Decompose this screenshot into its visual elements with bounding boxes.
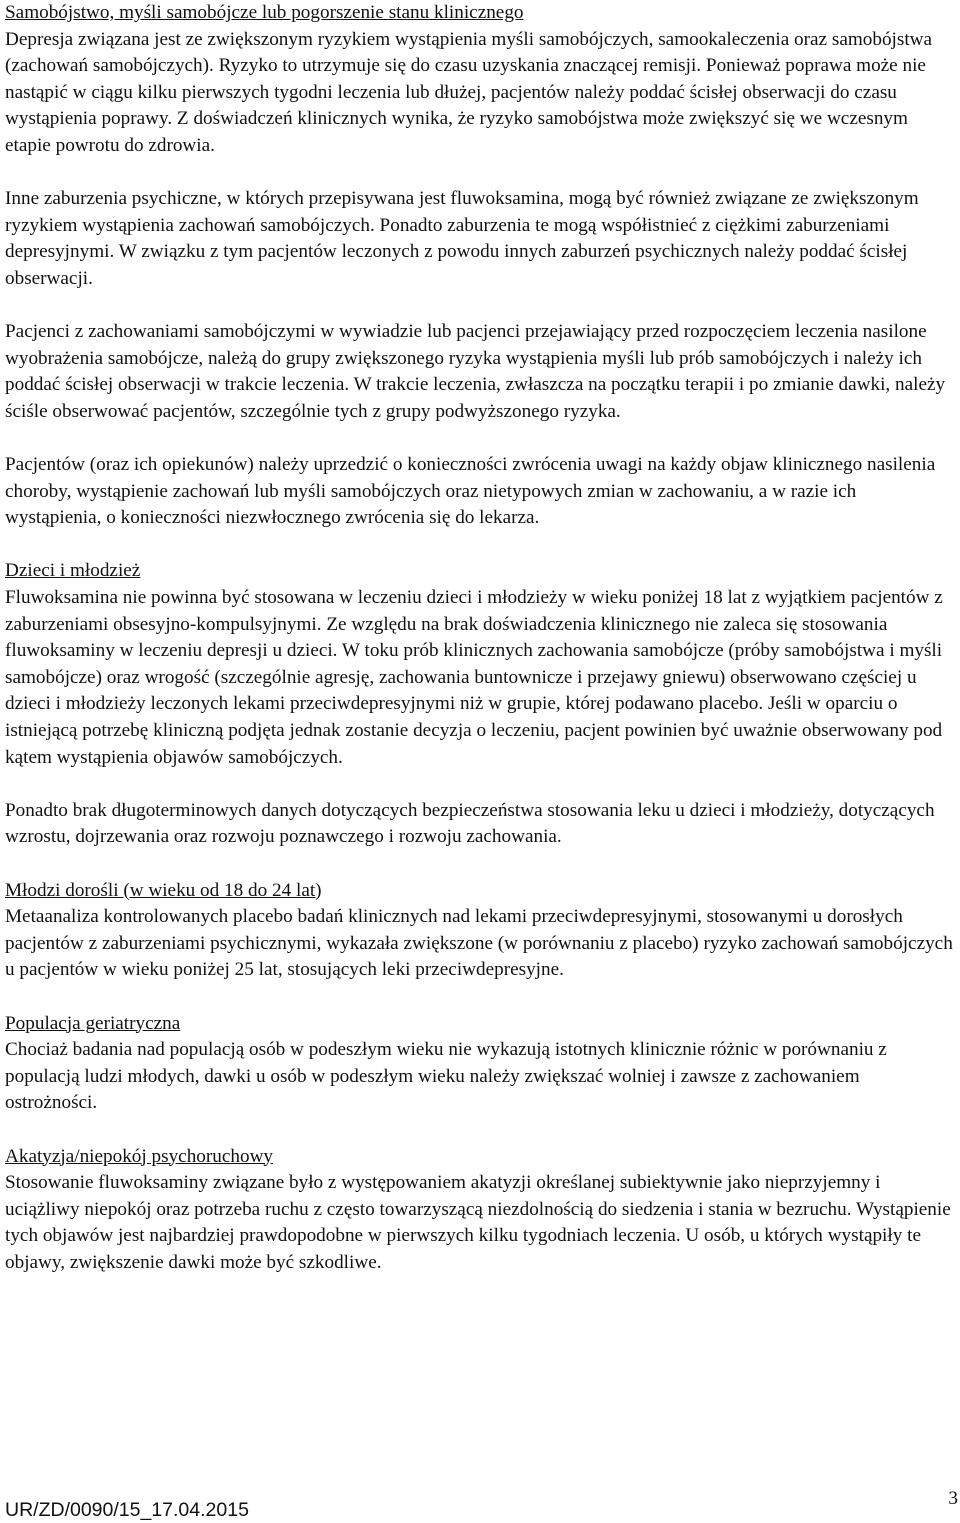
section-heading: Akatyzja/niepokój psychoruchowy — [5, 1145, 274, 1167]
section-heading: Samobójstwo, myśli samobójcze lub pogorszenie stanu klinicznego — [5, 2, 524, 23]
section-akathisia — [5, 1144, 953, 1277]
paragraph: Fluwoksamina nie powinna być stosowana w leczeniu dzieci i młodzieży w wieku poniżej 18 lat z wyjątkiem pacjentów z zaburzeniami obsesyjno-kompulsyjnymi. Ze względu na brak doświadczenia klinicznego nie zaleca się stosowania fluwoksaminy w leczeniu depresji u dzieci. W toku prób klinicznych zachowania samobójcze (próby samobójstwa i myśli samobójcze) oraz wrogość (szczególnie agresję, zachowania buntownicze i przejawy gniewu) obserwowano częściej u dzieci i młodzieży leczonych lekami przeciwdepresyjnymi niż w grupie, której podawano placebo. Jeśli w oparciu o istniejącą potrzebę kliniczną podjęta jednak zostanie decyzja o leczeniu, pacjent powinien być uważnie obserwowany pod kątem wystąpienia objawów samobójczych. — [5, 587, 943, 768]
section-heading: Młodzi dorośli (w wieku od 18 do 24 lat) — [5, 879, 322, 901]
section-heading: Populacja geriatryczna — [5, 1012, 181, 1034]
paragraph: Chociaż badania nad populacją osób w podeszłym wieku nie wykazują istotnych klinicznie różnic w porównaniu z populacją ludzi młodych, dawki u osób w podeszłym wieku należy zwiększać wolniej i zawsze z zachowaniem ostrożności. — [5, 1039, 887, 1114]
document-page — [5, 0, 953, 1277]
paragraph: Metaanaliza kontrolowanych placebo badań klinicznych nad lekami przeciwdepresyjnymi, stosowanymi u dorosłych pacjentów z zaburzeniami psychicznymi, wykazała zwiększone (w porównaniu z placebo) ryzyko zachowań samobójczych u pacjentów w wieku poniżej 25 lat, stosujących leki przeciwdepresyjne. — [5, 906, 953, 981]
section-children — [5, 558, 953, 851]
section-heading: Dzieci i młodzież — [5, 560, 141, 582]
page-number: 3 — [948, 1488, 958, 1509]
section-geriatric — [5, 1011, 953, 1117]
paragraph: Inne zaburzenia psychiczne, w których przepisywana jest fluwoksamina, mogą być również związane ze zwiększonym ryzykiem wystąpienia zachowań samobójczych. Ponadto zaburzenia te mogą współistnieć z ciężkimi zaburzeniami depresyjnymi. W związku z tym pacjentów leczonych z powodu innych zaburzeń psychicznych należy poddać ścisłej obserwacji. — [5, 188, 919, 289]
paragraph: Pacjenci z zachowaniami samobójczymi w wywiadzie lub pacjenci przejawiający przed rozpoczęciem leczenia nasilone wyobrażenia samobójcze, należą do grupy zwiększonego ryzyka wystąpienia myśli lub prób samobójczych i należy ich poddać ścisłej obserwacji w trakcie leczenia. W trakcie leczenia, zwłaszcza na początku terapii i po zmianie dawki, należy ściśle obserwować pacjentów, szczególnie tych z grupy podwyższonego ryzyka. — [5, 321, 946, 422]
paragraph: Stosowanie fluwoksaminy związane było z występowaniem akatyzji określanej subiektywnie jako nieprzyjemny i uciążliwy niepokój oraz potrzeba ruchu z często towarzyszącą niezdolnością do siedzenia i stania w bezruchu. Wystąpienie tych objawów jest najbardziej prawdopodobne w pierwszych kilku tygodniach leczenia. U osób, u których wystąpiły te objawy, zwiększenie dawki może być szkodliwe. — [5, 1172, 951, 1273]
paragraph: Depresja związana jest ze zwiększonym ryzykiem wystąpienia myśli samobójczych, samookaleczenia oraz samobójstwa (zachowań samobójczych). Ryzyko to utrzymuje się do czasu uzyskania znaczącej remisji. Ponieważ poprawa może nie nastąpić w ciągu kilku pierwszych tygodni leczenia lub dłużej, pacjentów należy poddać ścisłej obserwacji do czasu wystąpienia poprawy. Z doświadczeń klinicznych wynika, że ryzyko samobójstwa może zwiększyć się we wczesnym etapie powrotu do zdrowia. — [5, 28, 933, 156]
section-young-adults — [5, 878, 953, 984]
paragraph: Ponadto brak długoterminowych danych dotyczących bezpieczeństwa stosowania leku u dzieci i młodzieży, dotyczących wzrostu, dojrzewania oraz rozwoju poznawczego i rozwoju zachowania. — [5, 799, 935, 848]
document-code: UR/ZD/0090/15_17.04.2015 — [5, 1499, 249, 1521]
paragraph: Pacjentów (oraz ich opiekunów) należy uprzedzić o konieczności zwrócenia uwagi na każdy objaw klinicznego nasilenia choroby, wystąpienie zachowań lub myśli samobójczych oraz nietypowych zmian w zachowaniu, a w razie ich wystąpienia, o konieczności niezwłocznego zwrócenia się do lekarza. — [5, 454, 936, 529]
section-suicide — [5, 0, 953, 532]
